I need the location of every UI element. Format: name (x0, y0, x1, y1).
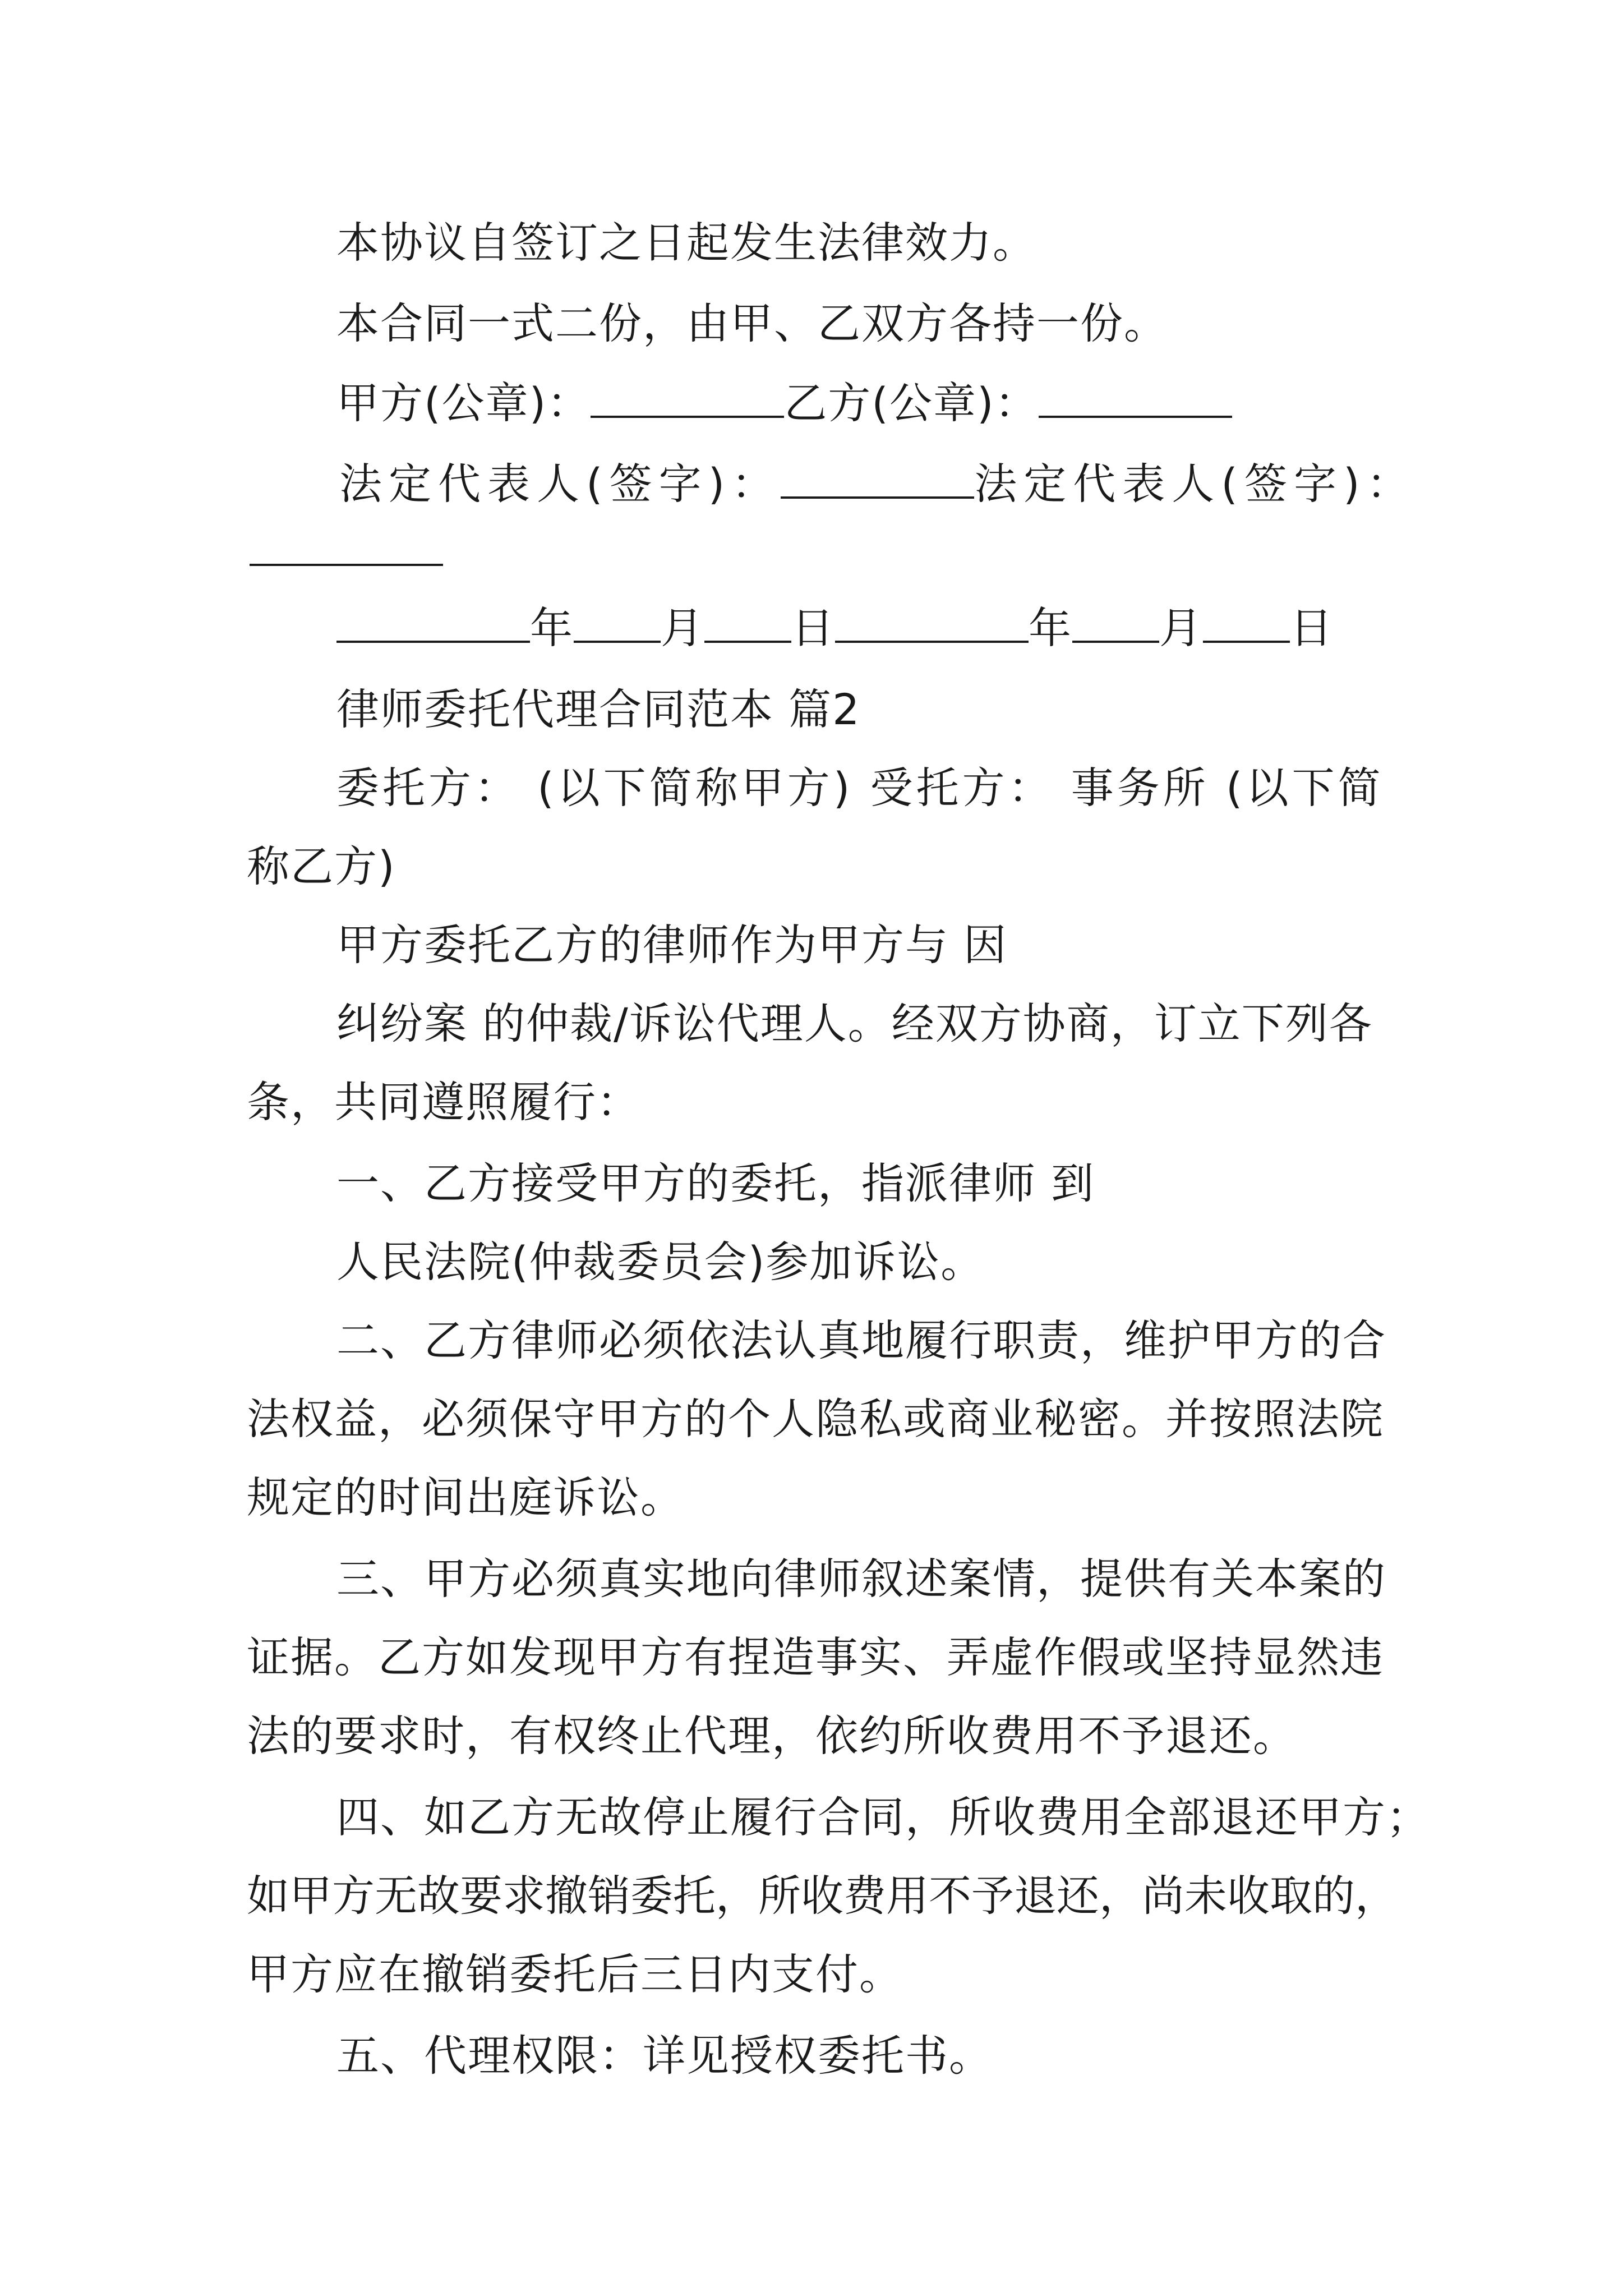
text-effective: 本协议自签订之日起发生法律效力。 (336, 218, 1036, 268)
clause-4-text: 四、如乙方无故停止履行合同，所收费用全部退还甲方； (336, 1792, 1430, 1842)
party-a-rep-blank (781, 456, 974, 499)
text-line (336, 760, 1384, 816)
text-line (336, 1313, 1386, 1369)
clause-2-text-3: 规定的时间出庭诉讼。 (247, 1473, 684, 1522)
text-line (247, 839, 396, 895)
month-a-label: 月 (661, 603, 704, 653)
text-line (247, 1391, 1384, 1447)
clause-4-text-3: 甲方应在撤销委托后三日内支付。 (247, 1949, 903, 1999)
signature-line (339, 456, 1416, 512)
day-a-label: 日 (791, 603, 835, 653)
commission-text-2: 纠纷案 的仲裁/诉讼代理人。经双方协商，订立下列各 (336, 999, 1373, 1048)
party-a-rep-label: 法定代表人(签字)： (339, 459, 781, 509)
text-line (336, 296, 1168, 352)
clause-4-text-2: 如甲方无故要求撤销委托，所收费用不予退还，尚未收取的， (247, 1871, 1398, 1921)
party-b-rep-blank (250, 564, 443, 566)
section-heading (336, 682, 861, 738)
text-copies: 本合同一式二份，由甲、乙双方各持一份。 (336, 298, 1168, 348)
text-line (336, 1234, 984, 1290)
month-b-blank (1072, 600, 1159, 643)
clause-2-text: 二、乙方律师必须依法认真地履行职责，维护甲方的合 (336, 1315, 1386, 1365)
clause-3-text-2: 证据。乙方如发现甲方有捏造事实、弄虚作假或坚持显然违 (247, 1632, 1384, 1682)
commission-text-3: 条，共同遵照履行： (247, 1077, 640, 1127)
clause-3-text: 三、甲方必须真实地向律师叙述案情，提供有关本案的 (336, 1554, 1386, 1604)
parties-text-cont: 称乙方) (247, 841, 396, 891)
year-b-label: 年 (1029, 603, 1072, 653)
party-a-seal-label: 甲方(公章)： (336, 378, 591, 428)
year-a-label: 年 (530, 603, 574, 653)
text-line (336, 996, 1373, 1052)
text-line (247, 1630, 1384, 1686)
clause-1-text-2: 人民法院(仲裁委员会)参加诉讼。 (336, 1237, 985, 1287)
day-a-blank (704, 600, 791, 643)
text-line (336, 1156, 1095, 1212)
text-line (336, 1789, 1430, 1846)
year-a-blank (336, 600, 530, 643)
text-line (336, 215, 1036, 271)
day-b-blank (1203, 600, 1290, 643)
text-line (336, 1551, 1386, 1607)
text-line (336, 917, 1007, 973)
text-line (247, 1470, 684, 1526)
seal-line (336, 375, 1232, 431)
clause-5-text: 五、代理权限：详见授权委托书。 (336, 2031, 993, 2081)
text-line (247, 1868, 1398, 1924)
month-b-label: 月 (1159, 603, 1203, 653)
party-b-seal-blank (1039, 375, 1232, 418)
text-line (247, 1708, 1297, 1764)
text-line (247, 1947, 903, 2003)
clause-3-text-3: 法的要求时，有权终止代理，依约所收费用不予退还。 (247, 1711, 1297, 1761)
clause-2-text-2: 法权益，必须保守甲方的个人隐私或商业秘密。并按照法院 (247, 1394, 1384, 1444)
text-line (336, 2028, 993, 2084)
month-a-blank (574, 600, 661, 643)
year-b-blank (835, 600, 1029, 643)
day-b-label: 日 (1290, 603, 1334, 653)
parties-text: 委托方： (以下简称甲方) 受托方： 事务所 (以下简 (336, 763, 1384, 813)
clause-1-text: 一、乙方接受甲方的委托，指派律师 到 (336, 1158, 1095, 1208)
party-a-seal-blank (591, 375, 784, 418)
party-b-rep-label: 法定代表人(签字)： (974, 459, 1416, 509)
heading-text: 律师委托代理合同范本 篇2 (336, 684, 861, 734)
party-b-seal-label: 乙方(公章)： (784, 378, 1039, 428)
commission-text: 甲方委托乙方的律师作为甲方与 因 (336, 920, 1008, 970)
date-line (336, 600, 1334, 656)
text-line (247, 1074, 640, 1130)
